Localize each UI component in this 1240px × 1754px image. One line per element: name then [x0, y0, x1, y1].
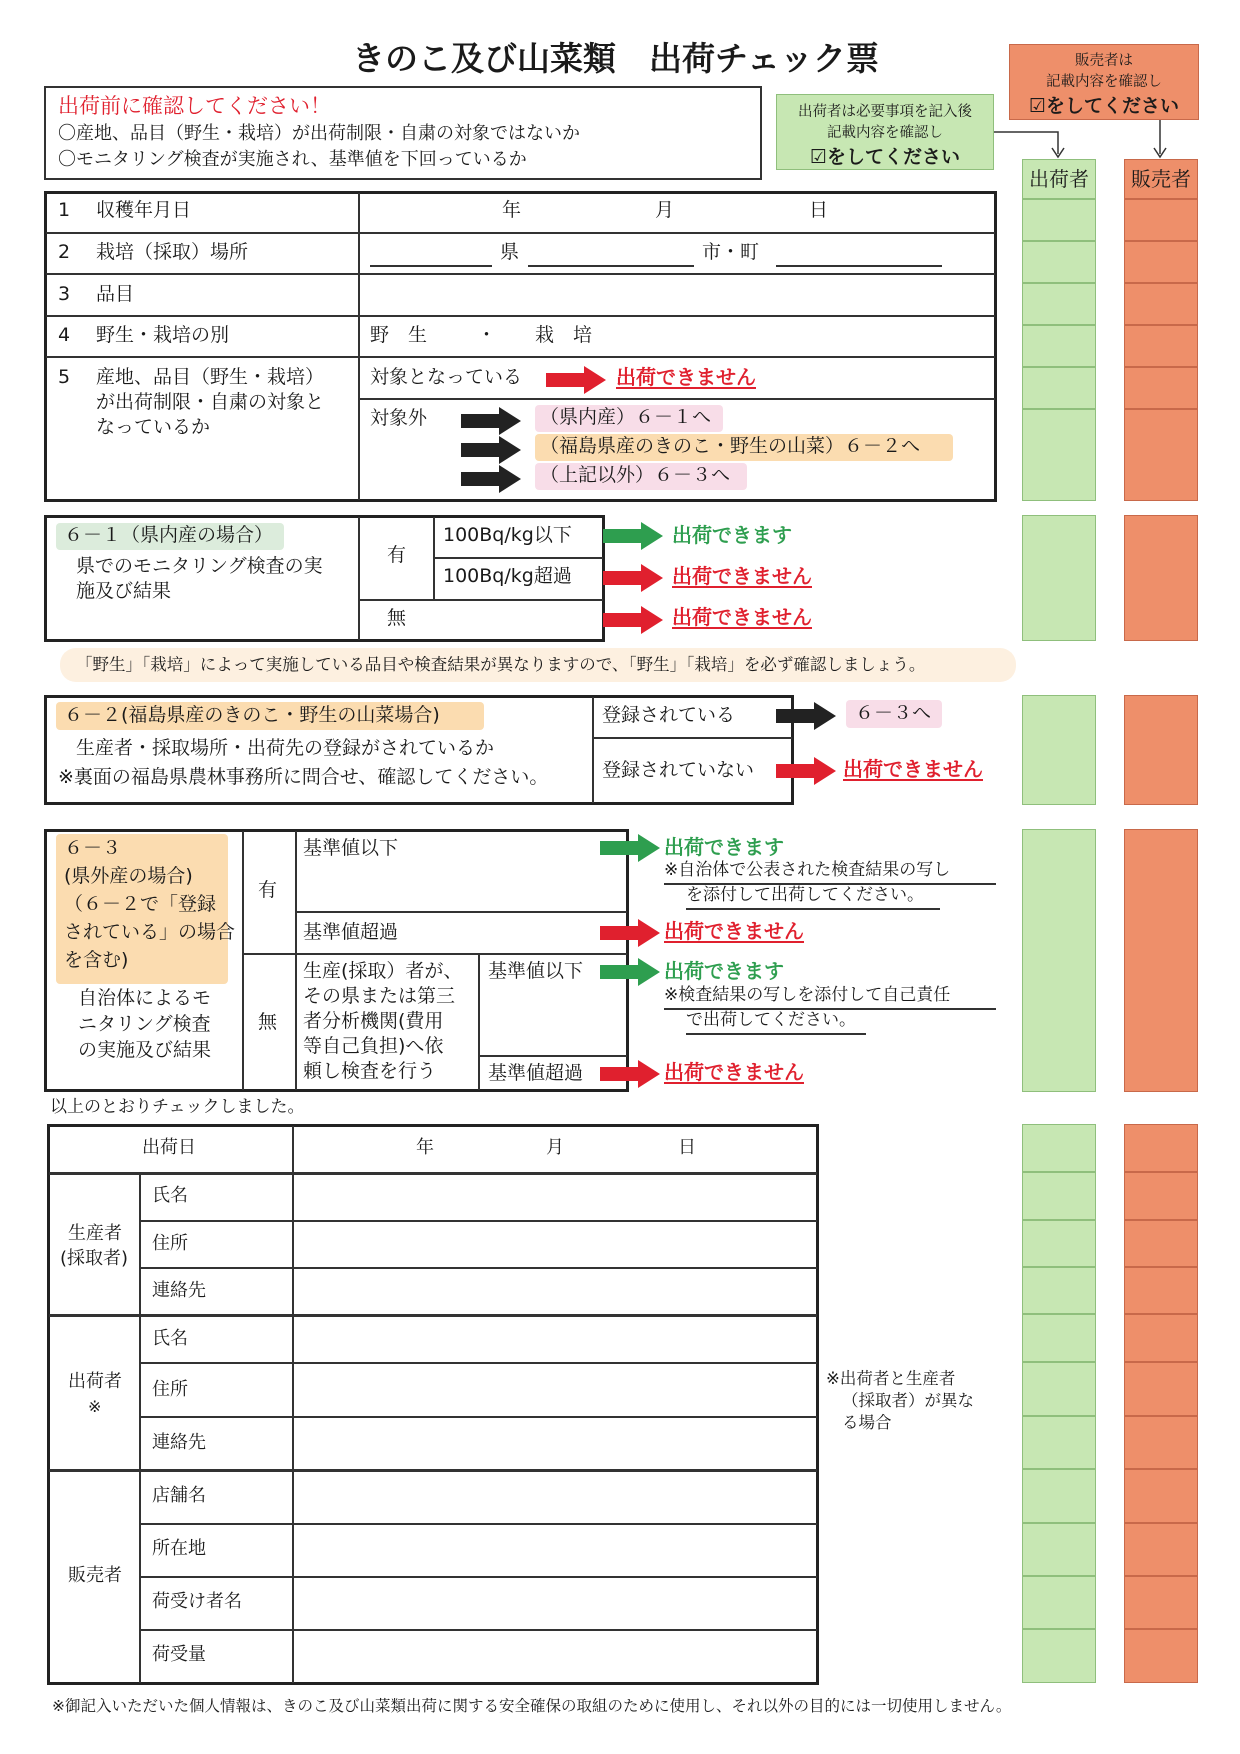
- red-arrow-icon: [600, 1060, 660, 1088]
- q2-blank-town[interactable]: [776, 265, 942, 267]
- s63-ng-1: 出荷できません: [664, 919, 804, 943]
- s62-ng: 出荷できません: [843, 757, 983, 781]
- shipper-check-q1[interactable]: [1022, 199, 1096, 241]
- black-arrow-icon: [776, 702, 836, 730]
- s63-title-line: されている」の場合: [64, 921, 236, 943]
- q3-label: 品目: [96, 283, 135, 305]
- shipper-contact-label: 連絡先: [152, 1432, 206, 1453]
- s61-over: 100Bq/kg超過: [443, 565, 572, 587]
- q2-pref: 県: [500, 241, 520, 263]
- location-field[interactable]: [294, 1525, 816, 1576]
- s61-below: 100Bq/kg以下: [443, 524, 572, 546]
- q4-cultivated[interactable]: 栽 培: [535, 324, 593, 346]
- producer-name-label: 氏名: [152, 1185, 188, 1206]
- q4-dot: ・: [477, 324, 497, 346]
- s61-desc-line: 施及び結果: [76, 580, 172, 602]
- s62-registered: 登録されている: [602, 704, 736, 726]
- s63-below: 基準値以下: [303, 837, 399, 859]
- q2-blank-city[interactable]: [528, 265, 694, 267]
- shipper-check-form[interactable]: [1022, 1267, 1096, 1314]
- receiver-field[interactable]: [294, 1578, 816, 1629]
- wild-cultivated-note: 「野生」「栽培」によって実施している品目や検査結果が異なりますので、「野生」「栽培」を必ず確認しましょう。: [76, 655, 926, 674]
- s63-self-below: 基準値以下: [488, 960, 584, 982]
- seller-check-q5b[interactable]: [1124, 409, 1198, 501]
- q4-number: 4: [58, 324, 71, 346]
- s63-self-line: 生産(採取）者が、: [303, 960, 463, 982]
- seller-check-form[interactable]: [1124, 1267, 1198, 1314]
- q5-label-line: 産地、品目（野生・栽培）: [96, 366, 325, 388]
- shipper-name-field[interactable]: [294, 1317, 816, 1362]
- s63-title-line: ６－３: [64, 837, 122, 859]
- s63-ok-note1-line: ※自治体で公表された検査結果の写し: [664, 860, 951, 880]
- shipper-check-s61[interactable]: [1022, 515, 1096, 641]
- shipper-check-q5a[interactable]: [1022, 367, 1096, 409]
- q5-number: 5: [58, 366, 71, 388]
- s63-ok-1: 出荷できます: [664, 835, 784, 859]
- shipper-check-form[interactable]: [1022, 1220, 1096, 1267]
- shipper-check-form[interactable]: [1022, 1362, 1096, 1416]
- s63-over: 基準値超過: [303, 921, 399, 943]
- shipper-check-q3[interactable]: [1022, 283, 1096, 325]
- q5-label-line: なっているか: [96, 416, 211, 438]
- black-arrow-icon: [461, 465, 521, 493]
- s63-desc-line: 自治体によるモ: [78, 987, 212, 1009]
- q1-day: 日: [809, 199, 829, 221]
- side-note-line: る場合: [842, 1413, 892, 1432]
- shipper-check-q2[interactable]: [1022, 241, 1096, 283]
- shipper-contact-field[interactable]: [294, 1418, 816, 1469]
- s62-unregistered: 登録されていない: [602, 759, 755, 781]
- green-arrow-icon: [600, 958, 660, 986]
- seller-check-s63[interactable]: [1124, 829, 1198, 1092]
- s63-title-line: （６－２で「登録: [64, 893, 217, 915]
- producer-address-label: 住所: [152, 1233, 188, 1254]
- red-arrow-icon: [776, 757, 836, 785]
- shipper-check-form[interactable]: [1022, 1469, 1096, 1523]
- shipper-check-q5b[interactable]: [1022, 409, 1096, 501]
- shipper-check-form[interactable]: [1022, 1416, 1096, 1469]
- seller-check-q1[interactable]: [1124, 199, 1198, 241]
- shipper-label-line: ※: [88, 1397, 102, 1416]
- seller-check-form[interactable]: [1124, 1629, 1198, 1683]
- red-arrow-icon: [603, 564, 663, 592]
- shipper-column-header: 出荷者: [1022, 159, 1096, 199]
- s63-desc-line: ニタリング検査: [78, 1013, 211, 1035]
- s63-self-line: 頼し検査を行う: [303, 1060, 437, 1082]
- seller-check-form[interactable]: [1124, 1576, 1198, 1629]
- shipper-check-form[interactable]: [1022, 1629, 1096, 1683]
- shipper-check-form[interactable]: [1022, 1314, 1096, 1362]
- q2-city: 市・町: [702, 241, 760, 263]
- side-note-line: （採取者）が異な: [842, 1391, 974, 1410]
- q4-wild[interactable]: 野 生: [370, 324, 428, 346]
- s61-ok: 出荷できます: [672, 523, 792, 547]
- q2-number: 2: [58, 241, 71, 263]
- producer-label-line: (採取者): [60, 1248, 129, 1269]
- store-name-field[interactable]: [294, 1472, 816, 1523]
- q2-label: 栽培（採取）場所: [96, 241, 249, 263]
- location-label: 所在地: [152, 1538, 206, 1559]
- shipper-note-line: 出荷者は必要事項を記入後: [798, 104, 972, 120]
- s61-ng-none: 出荷できません: [672, 605, 812, 629]
- producer-contact-field[interactable]: [294, 1269, 816, 1314]
- shipper-address-field[interactable]: [294, 1364, 816, 1416]
- ship-date-label: 出荷日: [142, 1137, 196, 1158]
- seller-note-line: 記載内容を確認し: [1046, 74, 1162, 90]
- s63-title-line: を含む): [64, 949, 129, 971]
- s61-desc-line: 県でのモニタリング検査の実: [76, 555, 323, 577]
- seller-check-form[interactable]: [1124, 1469, 1198, 1523]
- seller-check-form[interactable]: [1124, 1362, 1198, 1416]
- green-arrow-icon: [603, 522, 663, 550]
- black-arrow-icon: [461, 407, 521, 435]
- q1-year: 年: [502, 199, 522, 221]
- shipper-check-form[interactable]: [1022, 1576, 1096, 1629]
- red-arrow-icon: [600, 919, 660, 947]
- s62-desc: 生産者・採取場所・出荷先の登録がされているか: [76, 737, 495, 759]
- shipper-note-line: ☑をしてください: [809, 146, 961, 168]
- seller-note-line: 販売者は: [1075, 53, 1133, 69]
- producer-label-line: 生産者: [68, 1223, 122, 1244]
- ship-date-field[interactable]: [294, 1126, 816, 1172]
- s63-ok-note2-line: で出荷してください。: [686, 1010, 856, 1030]
- s63-ng-2: 出荷できません: [664, 1060, 804, 1084]
- shipper-check-form[interactable]: [1022, 1523, 1096, 1576]
- s63-self-line: 等自己負担)へ依: [303, 1035, 444, 1057]
- producer-contact-label: 連絡先: [152, 1280, 206, 1301]
- seller-check-s61[interactable]: [1124, 515, 1198, 641]
- shipper-check-form[interactable]: [1022, 1172, 1096, 1220]
- seller-check-q2[interactable]: [1124, 241, 1198, 283]
- q3-number: 3: [58, 283, 71, 305]
- s61-yes: 有: [387, 544, 407, 566]
- shipper-name-label: 氏名: [152, 1328, 188, 1349]
- seller-note-line: ☑をしてください: [1028, 95, 1180, 117]
- seller-check-s62[interactable]: [1124, 695, 1198, 805]
- shipper-check-q4[interactable]: [1022, 325, 1096, 367]
- seller-check-form[interactable]: [1124, 1314, 1198, 1362]
- privacy-footer: ※御記入いただいた個人情報は、きのこ及び山菜類出荷に関する安全確保の取組のために使用し、それ以外の目的には一切使用しません。: [52, 1697, 1012, 1715]
- seller-label: 販売者: [68, 1565, 122, 1586]
- q5-nontarget: 対象外: [370, 407, 428, 429]
- producer-address-field[interactable]: [294, 1222, 816, 1267]
- s61-ng-over: 出荷できません: [672, 564, 812, 588]
- s63-title-line: (県外産の場合): [64, 865, 193, 887]
- q5-cannot-ship: 出荷できません: [616, 365, 756, 389]
- shipper-check-form[interactable]: [1022, 1124, 1096, 1172]
- s63-self-line: 者分析機関(費用: [303, 1010, 444, 1032]
- shipper-label-line: 出荷者: [68, 1371, 122, 1392]
- green-arrow-icon: [600, 834, 660, 862]
- s63-ok-note1-line: を添付して出荷してください。: [686, 885, 924, 905]
- s63-ok-2: 出荷できます: [664, 959, 784, 983]
- q5-route-6-1: （県内産）６－１へ: [540, 406, 712, 428]
- seller-check-q4[interactable]: [1124, 325, 1198, 367]
- receiver-label: 荷受け者名: [152, 1591, 242, 1612]
- s63-yes: 有: [258, 879, 278, 901]
- quantity-label: 荷受量: [152, 1644, 206, 1665]
- producer-name-field[interactable]: [294, 1174, 816, 1220]
- black-arrow-icon: [461, 436, 521, 464]
- store-name-label: 店舗名: [152, 1485, 206, 1506]
- ship-date-year: 年: [416, 1137, 434, 1158]
- s62-to-6-3: ６－３へ: [855, 702, 932, 724]
- q2-blank-pref[interactable]: [370, 265, 492, 267]
- page-title: きのこ及び山菜類 出荷チェック票: [352, 39, 880, 78]
- seller-check-form[interactable]: [1124, 1416, 1198, 1469]
- side-note-line: ※出荷者と生産者: [826, 1369, 956, 1388]
- s61-no: 無: [387, 607, 407, 629]
- shipper-note-line: 記載内容を確認し: [827, 125, 943, 141]
- shipper-address-label: 住所: [152, 1379, 188, 1400]
- q4-label: 野生・栽培の別: [96, 324, 230, 346]
- s63-self-line: その県または第三: [303, 985, 456, 1007]
- s63-ok-note2-line: ※検査結果の写しを添付して自己責任: [664, 985, 951, 1005]
- seller-check-q3[interactable]: [1124, 283, 1198, 325]
- s63-self-over: 基準値超過: [488, 1062, 584, 1084]
- q5-route-6-2: （福島県産のきのこ・野生の山菜）６－２へ: [540, 435, 921, 457]
- ship-date-month: 月: [546, 1137, 564, 1158]
- q5-route-6-3: （上記以外）６－３へ: [540, 464, 731, 486]
- seller-check-q5a[interactable]: [1124, 367, 1198, 409]
- shipper-check-s63[interactable]: [1022, 829, 1096, 1092]
- seller-check-form[interactable]: [1124, 1124, 1198, 1172]
- ship-date-day: 日: [678, 1137, 696, 1158]
- notice-heading: 出荷前に確認してください！: [58, 94, 331, 118]
- q5-target: 対象となっている: [370, 366, 523, 388]
- s61-title: ６－１（県内産の場合）: [64, 524, 274, 546]
- shipper-check-s62[interactable]: [1022, 695, 1096, 805]
- q1-month: 月: [655, 199, 675, 221]
- seller-check-form[interactable]: [1124, 1523, 1198, 1576]
- q5-label-line: が出荷制限・自粛の対象と: [96, 391, 325, 413]
- s63-desc-line: の実施及び結果: [78, 1039, 212, 1061]
- q1-number: 1: [58, 199, 71, 221]
- s63-no: 無: [258, 1011, 278, 1033]
- seller-column-header: 販売者: [1124, 159, 1198, 199]
- red-arrow-icon: [546, 366, 606, 394]
- seller-check-form[interactable]: [1124, 1220, 1198, 1267]
- s62-title: ６－２(福島県産のきのこ・野生の山菜場合): [64, 704, 440, 726]
- checked-statement: 以上のとおりチェックしました。: [50, 1097, 305, 1117]
- notice-item: 〇モニタリング検査が実施され、基準値を下回っているか: [58, 149, 527, 170]
- red-arrow-icon: [603, 606, 663, 634]
- quantity-field[interactable]: [294, 1631, 816, 1683]
- seller-check-form[interactable]: [1124, 1172, 1198, 1220]
- s62-note: ※裏面の福島県農林事務所に問合せ、確認してください。: [58, 766, 549, 788]
- notice-item: 〇産地、品目（野生・栽培）が出荷制限・自粛の対象ではないか: [58, 123, 580, 144]
- q1-label: 収穫年月日: [96, 199, 192, 221]
